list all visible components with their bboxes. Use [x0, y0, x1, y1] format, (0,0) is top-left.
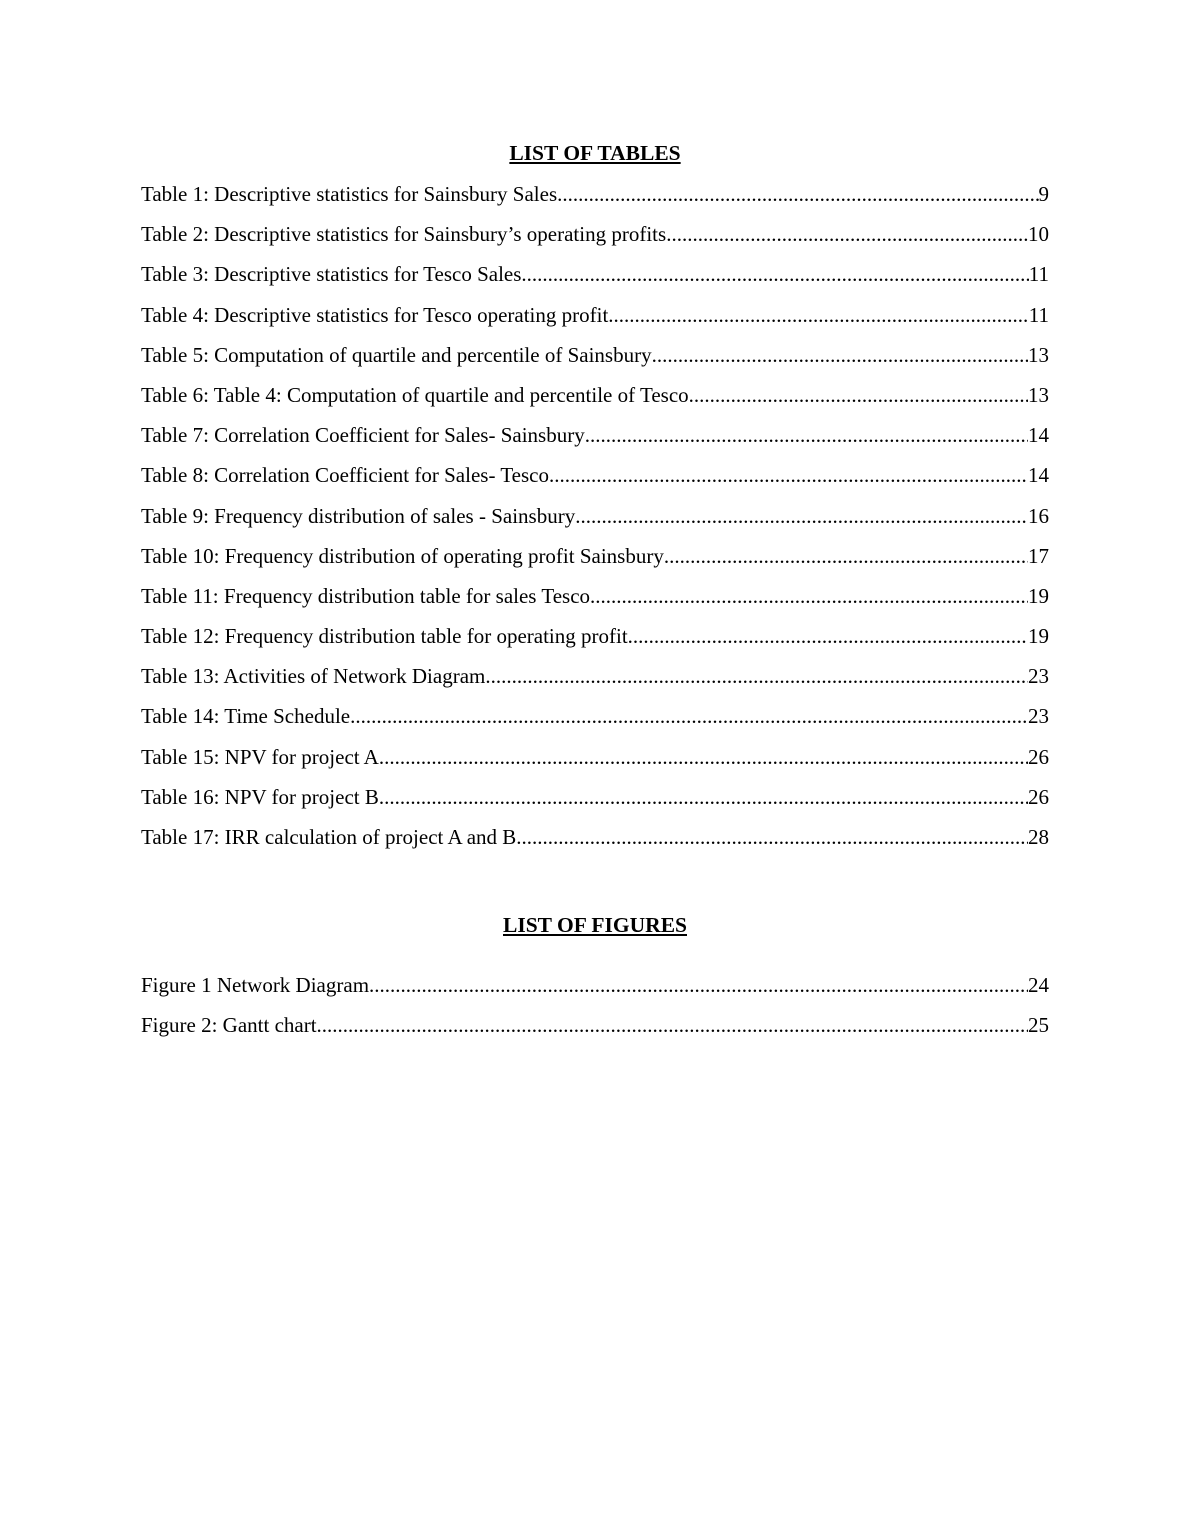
- toc-entry[interactable]: [141, 221, 1049, 261]
- dot-leader: [575, 503, 1028, 529]
- toc-entry-page: 28: [1028, 825, 1049, 849]
- toc-entry-title: Table 7: Correlation Coefficient for Sales- Sainsbury: [141, 423, 585, 448]
- dot-leader: [585, 422, 1028, 448]
- list-of-tables-heading: LIST OF TABLES: [509, 141, 681, 165]
- dot-leader: [664, 543, 1028, 569]
- toc-entry-title: Table 13: Activities of Network Diagram: [141, 664, 486, 689]
- toc-entry-page: 13: [1028, 342, 1049, 367]
- list-of-figures-heading: LIST OF FIGURES: [503, 913, 687, 937]
- dot-leader: [317, 1012, 1028, 1038]
- toc-entry-page: 23: [1028, 704, 1049, 729]
- toc-entry[interactable]: [141, 663, 1049, 703]
- toc-entry-title: Figure 2: Gantt chart: [141, 1013, 317, 1038]
- dot-leader: [369, 972, 1028, 998]
- dot-leader: [485, 663, 1028, 689]
- toc-entry-page: 23: [1028, 664, 1049, 689]
- toc-entry-title: Table 3: Descriptive statistics for Tesco Sales: [141, 262, 522, 287]
- toc-entry-title: Figure 1 Network Diagram: [141, 973, 370, 997]
- toc-entry-page: 16: [1028, 503, 1049, 528]
- toc-entry[interactable]: [141, 784, 1049, 824]
- dot-leader: [379, 784, 1028, 810]
- toc-entry-page: 26: [1028, 784, 1049, 809]
- toc-entry-title: Table 12: Frequency distribution table for operating profit: [141, 624, 628, 649]
- toc-entry[interactable]: [141, 422, 1049, 462]
- dot-leader: [516, 824, 1028, 850]
- toc-entry[interactable]: [141, 181, 1049, 221]
- toc-entry-page: 24: [1028, 973, 1049, 997]
- toc-entry[interactable]: [141, 261, 1049, 301]
- toc-entry-title: Table 10: Frequency distribution of operating profit Sainsbury: [141, 543, 664, 568]
- toc-entry-title: Table 11: Frequency distribution table for sales Tesco: [141, 583, 591, 608]
- dot-leader: [652, 342, 1028, 368]
- toc-entry-page: 11: [1028, 262, 1049, 287]
- toc-entry[interactable]: [141, 703, 1049, 743]
- toc-entry[interactable]: [141, 342, 1049, 382]
- toc-entry-title: Table 1: Descriptive statistics for Sainsbury Sales: [141, 182, 558, 206]
- toc-entry-page: 19: [1028, 583, 1049, 608]
- toc-entry-title: Table 14: Time Schedule: [141, 704, 351, 729]
- list-of-figures: [141, 972, 1049, 1052]
- dot-leader: [379, 744, 1028, 770]
- list-of-tables: [141, 181, 1049, 864]
- toc-entry-page: 25: [1028, 1013, 1049, 1038]
- toc-entry-page: 10: [1028, 222, 1049, 247]
- toc-entry-page: 19: [1028, 624, 1049, 649]
- dot-leader: [521, 261, 1028, 287]
- toc-entry-title: Table 9: Frequency distribution of sales - Sainsbury: [141, 503, 576, 528]
- toc-entry-title: Table 4: Descriptive statistics for Tesco operating profit: [141, 302, 609, 327]
- toc-entry[interactable]: [141, 382, 1049, 422]
- toc-entry-page: 13: [1028, 382, 1049, 407]
- toc-entry[interactable]: [141, 744, 1049, 784]
- toc-entry-title: Table 5: Computation of quartile and percentile of Sainsbury: [141, 342, 652, 367]
- toc-entry-title: Table 15: NPV for project A: [141, 744, 379, 769]
- dot-leader: [628, 623, 1028, 649]
- dot-leader: [590, 583, 1028, 609]
- toc-entry-page: 17: [1028, 543, 1049, 568]
- dot-leader: [350, 703, 1028, 729]
- dot-leader: [557, 181, 1038, 207]
- toc-entry-title: Table 6: Table 4: Computation of quartile and percentile of Tesco: [141, 382, 689, 407]
- toc-entry-page: 14: [1028, 463, 1049, 488]
- toc-entry-page: 14: [1028, 423, 1049, 448]
- toc-entry-page: 11: [1028, 302, 1049, 327]
- toc-entry[interactable]: [141, 623, 1049, 663]
- toc-entry[interactable]: [141, 462, 1049, 502]
- dot-leader: [666, 221, 1028, 247]
- dot-leader: [689, 382, 1028, 408]
- dot-leader: [608, 302, 1028, 328]
- toc-entry[interactable]: [141, 1012, 1049, 1052]
- toc-entry[interactable]: [141, 543, 1049, 583]
- toc-entry-title: Table 16: NPV for project B: [141, 784, 379, 809]
- toc-entry-title: Table 17: IRR calculation of project A and B: [141, 825, 517, 849]
- toc-entry[interactable]: [141, 972, 1049, 1012]
- toc-entry[interactable]: [141, 503, 1049, 543]
- toc-entry[interactable]: [141, 824, 1049, 864]
- toc-entry-page: 9: [1038, 182, 1049, 206]
- toc-entry-title: Table 2: Descriptive statistics for Sainsbury’s operating profits: [141, 222, 667, 247]
- dot-leader: [549, 462, 1028, 488]
- toc-entry[interactable]: [141, 583, 1049, 623]
- toc-entry[interactable]: [141, 302, 1049, 342]
- toc-entry-page: 26: [1028, 744, 1049, 769]
- toc-entry-title: Table 8: Correlation Coefficient for Sales- Tesco: [141, 463, 549, 488]
